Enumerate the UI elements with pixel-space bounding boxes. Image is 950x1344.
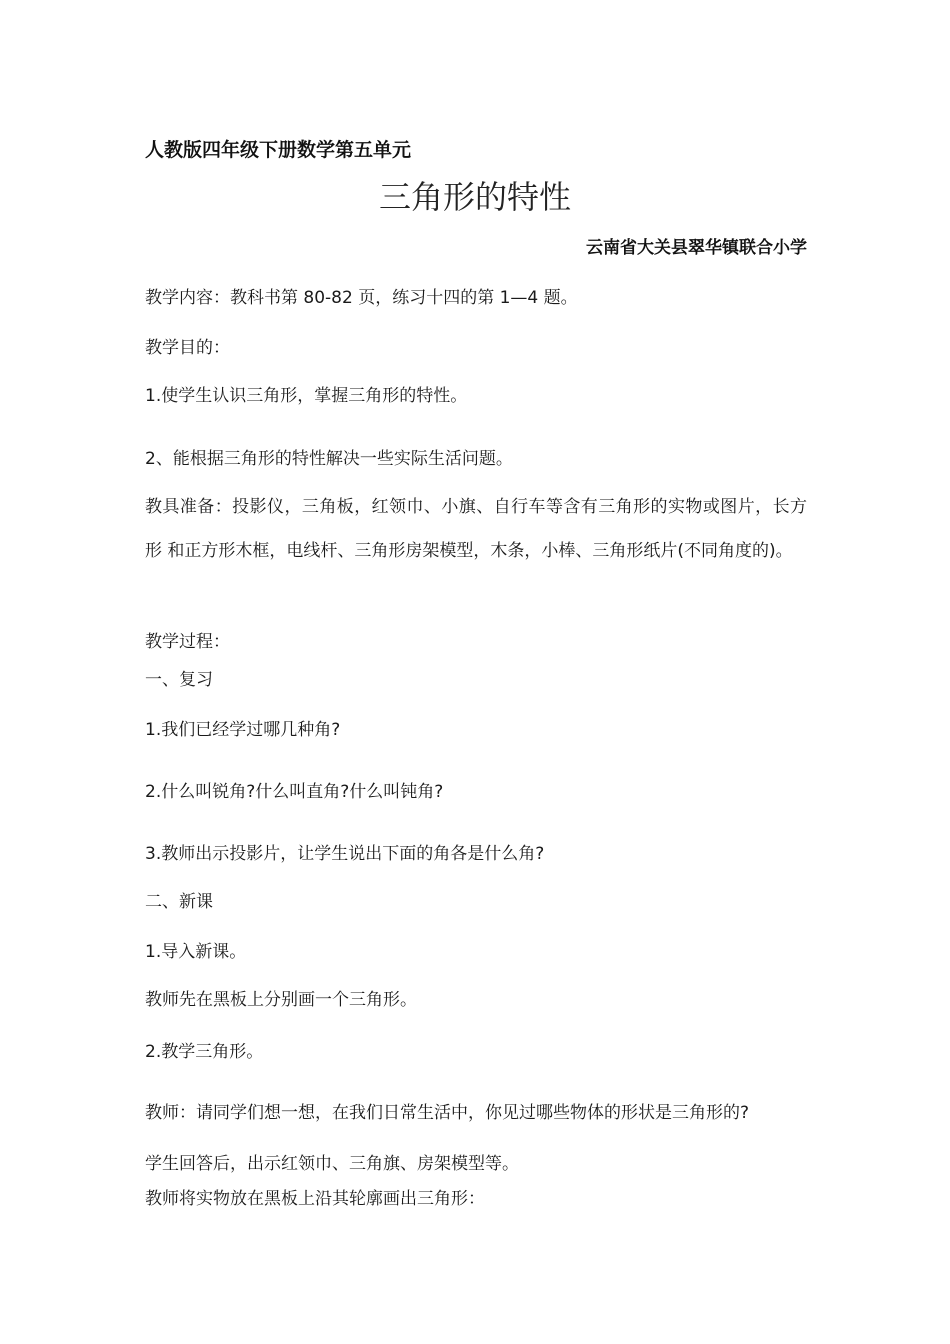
review-question-1: 1.我们已经学过哪几种角? bbox=[145, 720, 341, 740]
teacher-question: 教师：请同学们想一想，在我们日常生活中，你见过哪些物体的形状是三角形的? bbox=[145, 1103, 750, 1123]
process-heading: 教学过程： bbox=[145, 632, 230, 652]
tools-paragraph: 教具准备：投影仪，三角板，红领巾、小旗、自行车等含有三角形的实物或图片，长方形 和正方形木框，电线杆、三角形房架模型，木条，小棒、三角形纸片(不同角度的)。 bbox=[145, 497, 807, 561]
review-question-3: 3.教师出示投影片，让学生说出下面的角各是什么角? bbox=[145, 844, 545, 864]
goal-item-2: 2、能根据三角形的特性解决一些实际生活问题。 bbox=[145, 449, 513, 469]
goal-item-1: 1.使学生认识三角形，掌握三角形的特性。 bbox=[145, 386, 468, 406]
series-title: 人教版四年级下册数学第五单元 bbox=[145, 139, 412, 161]
student-answer: 学生回答后，出示红领巾、三角旗、房架模型等。 bbox=[145, 1154, 519, 1174]
teacher-drawing: 教师将实物放在黑板上沿其轮廓画出三角形： bbox=[145, 1189, 485, 1209]
teaching-content: 教学内容：教科书第 80-82 页，练习十四的第 1—4 题。 bbox=[145, 288, 578, 308]
school-name: 云南省大关县翠华镇联合小学 bbox=[586, 238, 807, 258]
new-lesson-item-1: 1.导入新课。 bbox=[145, 942, 247, 962]
review-question-2: 2.什么叫锐角?什么叫直角?什么叫钝角? bbox=[145, 782, 444, 802]
new-lesson-text-1: 教师先在黑板上分别画一个三角形。 bbox=[145, 990, 417, 1010]
section-review-heading: 一、复习 bbox=[145, 670, 213, 690]
goal-heading: 教学目的： bbox=[145, 338, 230, 358]
new-lesson-item-2: 2.教学三角形。 bbox=[145, 1042, 264, 1062]
section-new-heading: 二、新课 bbox=[145, 892, 213, 912]
page-title: 三角形的特性 bbox=[378, 178, 571, 216]
